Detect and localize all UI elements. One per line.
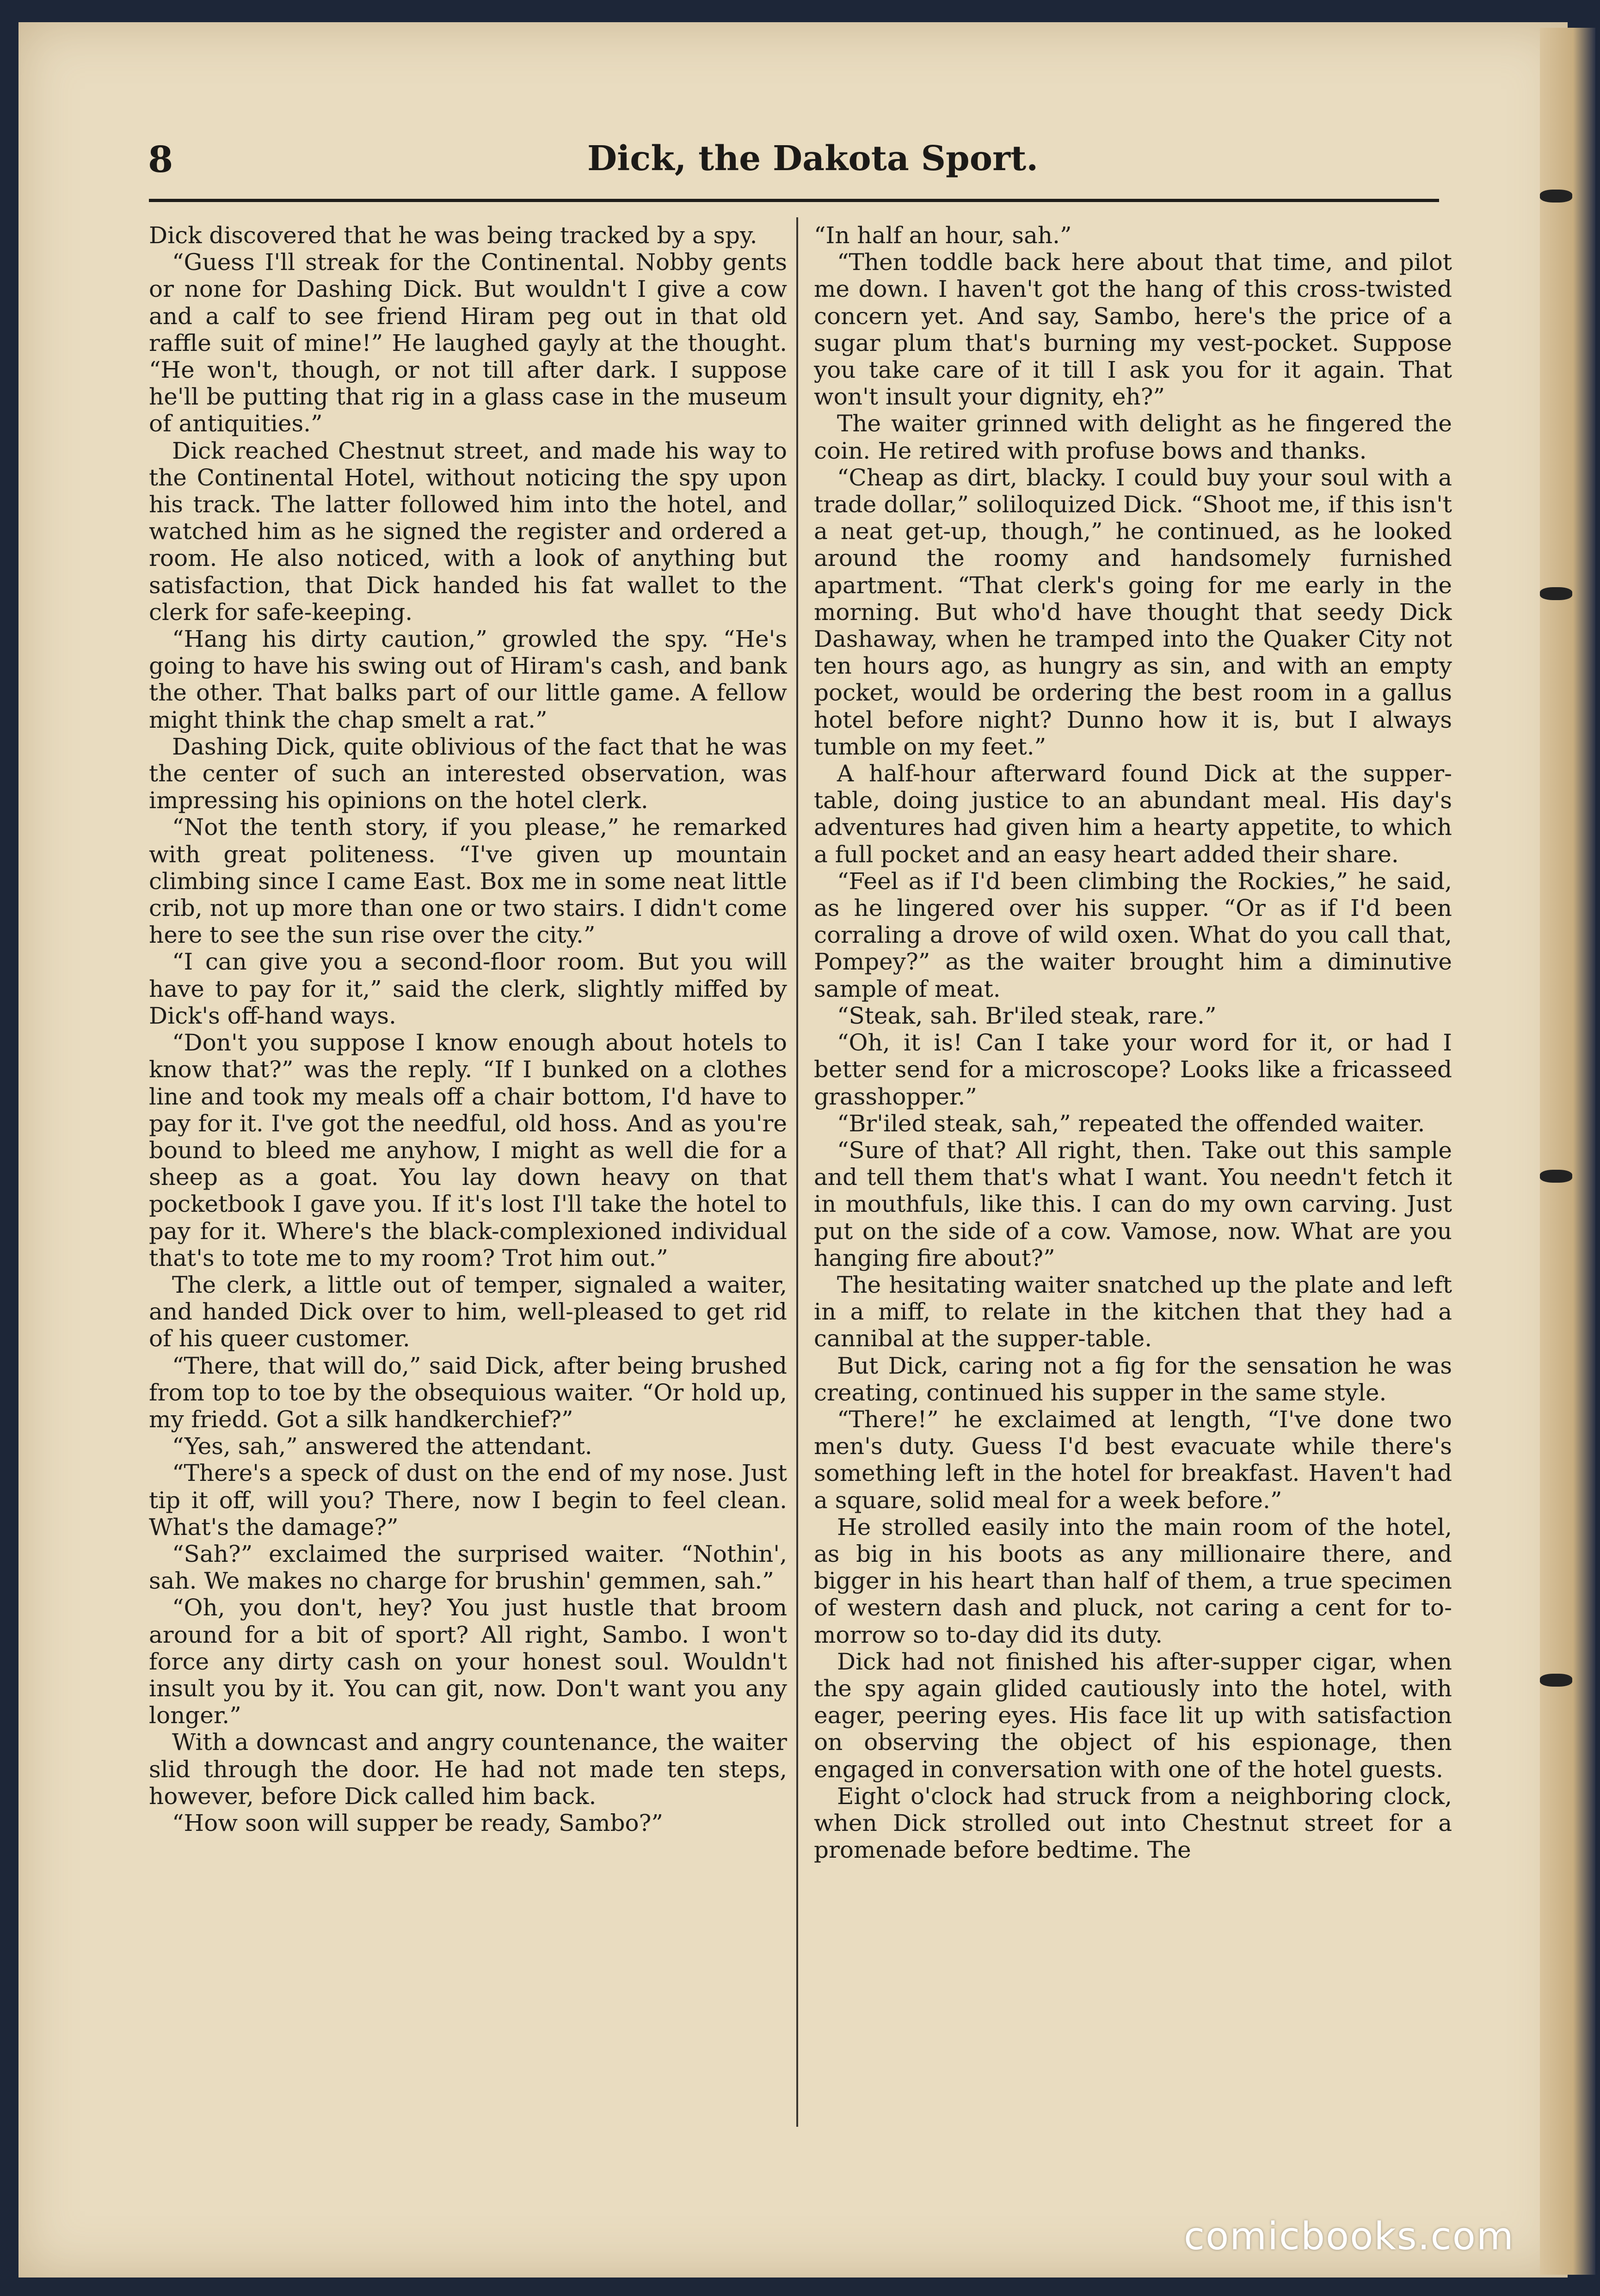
watermark: comicbooks.com	[1184, 2215, 1514, 2259]
paragraph: “Oh, it is! Can I take your word for it, or had I better send for a microscope? Looks like a fricasseed grasshopper.”	[814, 1029, 1452, 1110]
paragraph: “Yes, sah,” answered the attendant.	[172, 1433, 592, 1460]
paragraph: “Sah?” exclaimed the surprised waiter. “Nothin', sah. We makes no charge for brushin' gemmen, sah.”	[149, 1540, 787, 1595]
paragraph: “Then toddle back here about that time, and pilot me down. I haven't got the hang of this cross-twisted concern yet. And say, Sambo, here's the price of a sugar plum that's burning my vest-pocket. Suppose you take care of it till I ask you for it again. That won't insult your dignity, eh?”	[814, 249, 1452, 411]
paragraph: The waiter grinned with delight as he fingered the coin. He retired with profuse bows and thanks.	[814, 410, 1452, 464]
binding-gutter	[1540, 28, 1595, 2275]
paragraph: “Oh, you don't, hey? You just hustle that broom around for a bit of sport? All right, Sambo. I won't force any dirty cash on your honest soul. Wouldn't insult you by it. You can git, now. Don't want you any longer.”	[149, 1594, 787, 1729]
binding-stitch	[1540, 587, 1572, 600]
paragraph: Dick had not finished his after-supper cigar, when the spy again glided cautiously into the hotel, with eager, peering eyes. His face lit up with satisfaction on observing the object of his espionage, then engaged in conversation with one of the hotel guests.	[814, 1648, 1452, 1783]
binding-stitch	[1540, 1674, 1572, 1687]
paragraph: Dick discovered that he was being tracked by a spy.	[149, 222, 757, 249]
paragraph: Eight o'clock had struck from a neighboring clock, when Dick strolled out into Chestnut street for a promenade before bedtime. The	[814, 1782, 1452, 1864]
running-title: Dick, the Dakota Sport.	[587, 139, 1039, 178]
paragraph: “Not the tenth story, if you please,” he remarked with great politeness. “I've given up mountain climbing since I came East. Box me in some neat little crib, not up more than one or two stairs. I didn't come here to see the sun rise over the city.”	[149, 814, 787, 949]
page-number: 8	[148, 139, 173, 181]
paragraph: “Cheap as dirt, blacky. I could buy your soul with a trade dollar,” soliloquized Dick. “Shoot me, if this isn't a neat get-up, though,” he continued, as he looked around the roomy and handsomely furnished apartment. “That clerk's going for me early in the morning. But who'd have thought that seedy Dick Dashaway, when he tramped into the Quaker City not ten hours ago, as hungry as sin, and with an empty pocket, would be ordering the best room in a gallus hotel before night? Dunno how it is, but I always tumble on my feet.”	[814, 464, 1452, 760]
text-column-left	[149, 222, 787, 2131]
paragraph: A half-hour afterward found Dick at the supper-table, doing justice to an abundant meal. His day's adventures had given him a hearty appetite, to which a full pocket and an easy heart added their share.	[814, 760, 1452, 868]
paragraph: With a downcast and angry countenance, the waiter slid through the door. He had not made ten steps, however, before Dick called him back.	[149, 1729, 787, 1810]
column-divider	[796, 217, 798, 2127]
paragraph: The clerk, a little out of temper, signaled a waiter, and handed Dick over to him, well-pleased to get rid of his queer customer.	[149, 1271, 787, 1352]
binding-stitch	[1540, 1170, 1572, 1183]
paragraph: He strolled easily into the main room of the hotel, as big in his boots as any millionaire there, and bigger in his heart than half of them, a true specimen of western dash and pluck, not caring a cent for to-morrow so to-day did its duty.	[814, 1513, 1452, 1648]
paragraph: “Hang his dirty caution,” growled the spy. “He's going to have his swing out of Hiram's cash, and bank the other. That balks part of our little game. A fellow might think the chap smelt a rat.”	[149, 626, 787, 733]
paragraph: Dashing Dick, quite oblivious of the fact that he was the center of such an interested observation, was impressing his opinions on the hotel clerk.	[149, 733, 787, 814]
paragraph: The hesitating waiter snatched up the plate and left in a miff, to relate in the kitchen that they had a cannibal at the supper-table.	[814, 1271, 1452, 1352]
paragraph: “How soon will supper be ready, Sambo?”	[172, 1809, 663, 1836]
paragraph: “Guess I'll streak for the Continental. Nobby gents or none for Dashing Dick. But wouldn't I give a cow and a calf to see friend Hiram peg out in that old raffle suit of mine!” He laughed gayly at the thought. “He won't, though, or not till after dark. I suppose he'll be putting that rig in a glass case in the museum of antiquities.”	[149, 249, 787, 437]
binding-stitch	[1540, 190, 1572, 203]
paragraph: Dick reached Chestnut street, and made his way to the Continental Hotel, without noticing the spy upon his track. The latter followed him into the hotel, and watched him as he signed the register and ordered a room. He also noticed, with a look of anything but satisfaction, that Dick handed his fat wallet to the clerk for safe-keeping.	[149, 437, 787, 626]
paragraph: “There's a speck of dust on the end of my nose. Just tip it off, will you? There, now I begin to feel clean. What's the damage?”	[149, 1460, 787, 1541]
paragraph: But Dick, caring not a fig for the sensation he was creating, continued his supper in the same style.	[814, 1352, 1452, 1406]
page-header	[148, 134, 1443, 199]
paragraph: “Feel as if I'd been climbing the Rockies,” he said, as he lingered over his supper. “Or as if I'd been corraling a drove of wild oxen. What do you call that, Pompey?” as the waiter brought him a diminutive sample of meat.	[814, 867, 1452, 1002]
paragraph: “In half an hour, sah.”	[814, 222, 1072, 249]
paragraph: “Don't you suppose I know enough about hotels to know that?” was the reply. “If I bunked on a clothes line and took my meals off a chair bottom, I'd have to pay for it. I've got the needful, old hoss. And as you're bound to bleed me anyhow, I might as well die for a sheep as a goat. You lay down heavy on that pocketbook I gave you. If it's lost I'll take the hotel to pay for it. Where's the black-complexioned individual that's to tote me to my room? Trot him out.”	[149, 1029, 787, 1271]
paragraph: “I can give you a second-floor room. But you will have to pay for it,” said the clerk, slightly miffed by Dick's off-hand ways.	[149, 948, 787, 1029]
paragraph: “There!” he exclaimed at length, “I've done two men's duty. Guess I'd best evacuate while there's something left in the hotel for breakfast. Haven't had a square, solid meal for a week before.”	[814, 1406, 1452, 1514]
text-column-right	[814, 222, 1452, 2131]
paragraph: “Br'iled steak, sah,” repeated the offended waiter.	[837, 1110, 1425, 1137]
header-rule	[149, 199, 1439, 202]
paragraph: “Steak, sah. Br'iled steak, rare.”	[837, 1002, 1217, 1029]
paragraph: “Sure of that? All right, then. Take out this sample and tell them that's what I want. You needn't fetch it in mouthfuls, like this. I can do my own carving. Just put on the side of a cow. Vamose, now. What are you hanging fire about?”	[814, 1136, 1452, 1271]
paragraph: “There, that will do,” said Dick, after being brushed from top to toe by the obsequious waiter. “Or hold up, my friedd. Got a silk handkerchief?”	[149, 1352, 787, 1433]
